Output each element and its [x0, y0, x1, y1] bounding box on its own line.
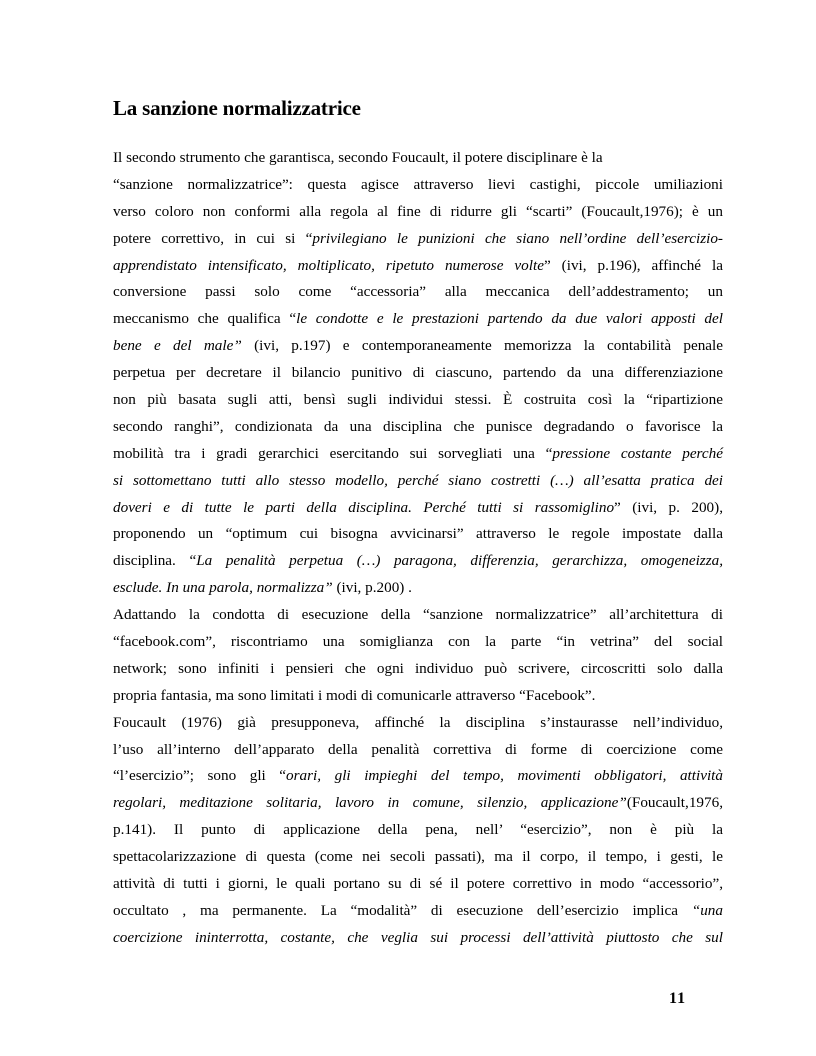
text-line	[113, 817, 723, 844]
text-run: non più basata sugli atti, bensì sugli individui stessi. È costruita così la “ripartizione	[113, 391, 723, 409]
text-run: secondo ranghi”, condizionata da una disciplina che punisce degradando o favorisce la	[113, 417, 723, 435]
text-line	[113, 306, 723, 333]
text-run: (ivi, p.200) .	[332, 579, 412, 597]
text-run: (ivi, p.197) e contemporaneamente memorizza la contabilità penale	[241, 337, 724, 355]
text-run: l’uso all’interno dell’apparato della penalità correttiva di forme di coercizione come	[113, 740, 723, 758]
text-line	[113, 333, 723, 360]
text-run: spettacolarizzazione di questa (come nei secoli passati), ma il corpo, il tempo, i gesti, le	[113, 848, 723, 866]
text-run: mobilità tra i gradi gerarchici esercitando sui sorvegliati una “	[113, 444, 553, 462]
text-line	[113, 495, 723, 522]
text-run: occultato , ma permanente. La “modalità” di esecuzione dell’esercizio implica	[113, 901, 692, 919]
text-line	[113, 226, 723, 253]
quoted-italic-text: esclude. In una parola, normalizza”	[113, 579, 333, 597]
text-line	[113, 414, 723, 441]
text-line	[113, 575, 723, 602]
text-run: potere correttivo, in cui si “	[113, 229, 313, 247]
text-line	[113, 441, 723, 468]
text-line	[113, 656, 723, 683]
quoted-italic-text: La penalità perpetua (…) paragona, differenzia, gerarchizza, omogeneizza,	[196, 552, 724, 570]
text-run: disciplina. “	[113, 552, 197, 570]
text-line	[113, 763, 723, 790]
text-run: network; sono infiniti i pensieri che ogni individuo può scrivere, circoscritti solo dalla	[113, 659, 723, 677]
text-run: (Foucault,1976,	[626, 794, 723, 812]
text-run: proponendo un “optimum cui bisogna avvicinarsi” attraverso le regole impostate dalla	[113, 525, 723, 543]
text-line	[113, 737, 723, 764]
quoted-italic-text: coercizione ininterrotta, costante, che veglia sui processi dell’attività piuttosto che sul	[113, 928, 723, 946]
text-run: ” (ivi, p.196), affinché la	[543, 256, 723, 274]
quoted-italic-text: pressione costante perché	[552, 444, 723, 462]
text-line	[113, 629, 723, 656]
text-run: attività di tutti i giorni, le quali portano su di sé il potere correttivo in modo “accessorio”,	[113, 875, 723, 893]
text-line	[113, 844, 723, 871]
text-line	[113, 790, 723, 817]
text-line	[113, 253, 723, 280]
body-text	[113, 145, 723, 952]
text-run: “l’esercizio”; sono gli “	[113, 767, 287, 785]
text-run: Adattando la condotta di esecuzione della “sanzione normalizzatrice” all’architettura di	[113, 606, 723, 624]
quoted-italic-text: le condotte e le prestazioni partendo da due valori apposti del	[296, 310, 723, 328]
quoted-italic-text: apprendistato intensificato, moltiplicato, ripetuto numerose volte	[113, 256, 544, 274]
text-line	[113, 279, 723, 306]
text-line	[113, 871, 723, 898]
text-line	[113, 521, 723, 548]
quoted-italic-text: si sottomettano tutti allo stesso modello, perché siano costretti (…) all’esatta pratica dei	[113, 471, 723, 489]
text-run: “facebook.com”, riscontriamo una somiglianza con la parte “in vetrina” del social	[113, 633, 723, 651]
text-run: conversione passi solo come “accessoria” alla meccanica dell’addestramento; un	[113, 283, 723, 301]
text-run: propria fantasia, ma sono limitati i modi di comunicarle attraverso “Facebook”.	[113, 686, 596, 704]
text-run: perpetua per decretare il bilancio punitivo di ciascuno, partendo da una differenziazione	[113, 364, 723, 382]
text-line	[113, 602, 723, 629]
text-line	[113, 468, 723, 495]
quoted-italic-text: “una	[691, 901, 723, 919]
quoted-italic-text: bene e del male”	[113, 337, 242, 355]
page-number: 11	[669, 990, 687, 1007]
text-line	[113, 360, 723, 387]
text-line	[113, 548, 723, 575]
text-line	[113, 145, 723, 172]
text-line	[113, 925, 723, 952]
text-line	[113, 172, 723, 199]
text-line	[113, 710, 723, 737]
text-run: p.141). Il punto di applicazione della pena, nell’ “esercizio”, non è più la	[113, 821, 723, 839]
quoted-italic-text: doveri e di tutte le parti della disciplina. Perché tutti si rassomiglino	[113, 498, 615, 516]
text-line	[113, 199, 723, 226]
text-run: verso coloro non conformi alla regola al fine di ridurre gli “scarti” (Foucault,1976); è un	[113, 202, 723, 220]
text-run: meccanismo che qualifica “	[113, 310, 297, 328]
quoted-italic-text: privilegiano le punizioni che siano nell’ordine dell’esercizio-	[312, 229, 723, 247]
text-line	[113, 387, 723, 414]
text-run: ” (ivi, p. 200),	[614, 498, 723, 516]
text-line	[113, 898, 723, 925]
text-run: “sanzione normalizzatrice”: questa agisce attraverso lievi castighi, piccole umiliazioni	[113, 175, 723, 193]
quoted-italic-text: regolari, meditazione solitaria, lavoro in comune, silenzio, applicazione”	[113, 794, 627, 812]
quoted-italic-text: orari, gli impieghi del tempo, movimenti obbligatori, attività	[286, 767, 723, 785]
text-line	[113, 683, 723, 710]
section-heading: La sanzione normalizzatrice	[113, 96, 361, 120]
text-run: Foucault (1976) già presupponeva, affinché la disciplina s’instaurasse nell’individuo,	[113, 713, 723, 731]
text-run: Il secondo strumento che garantisca, secondo Foucault, il potere disciplinare è la	[113, 149, 603, 166]
